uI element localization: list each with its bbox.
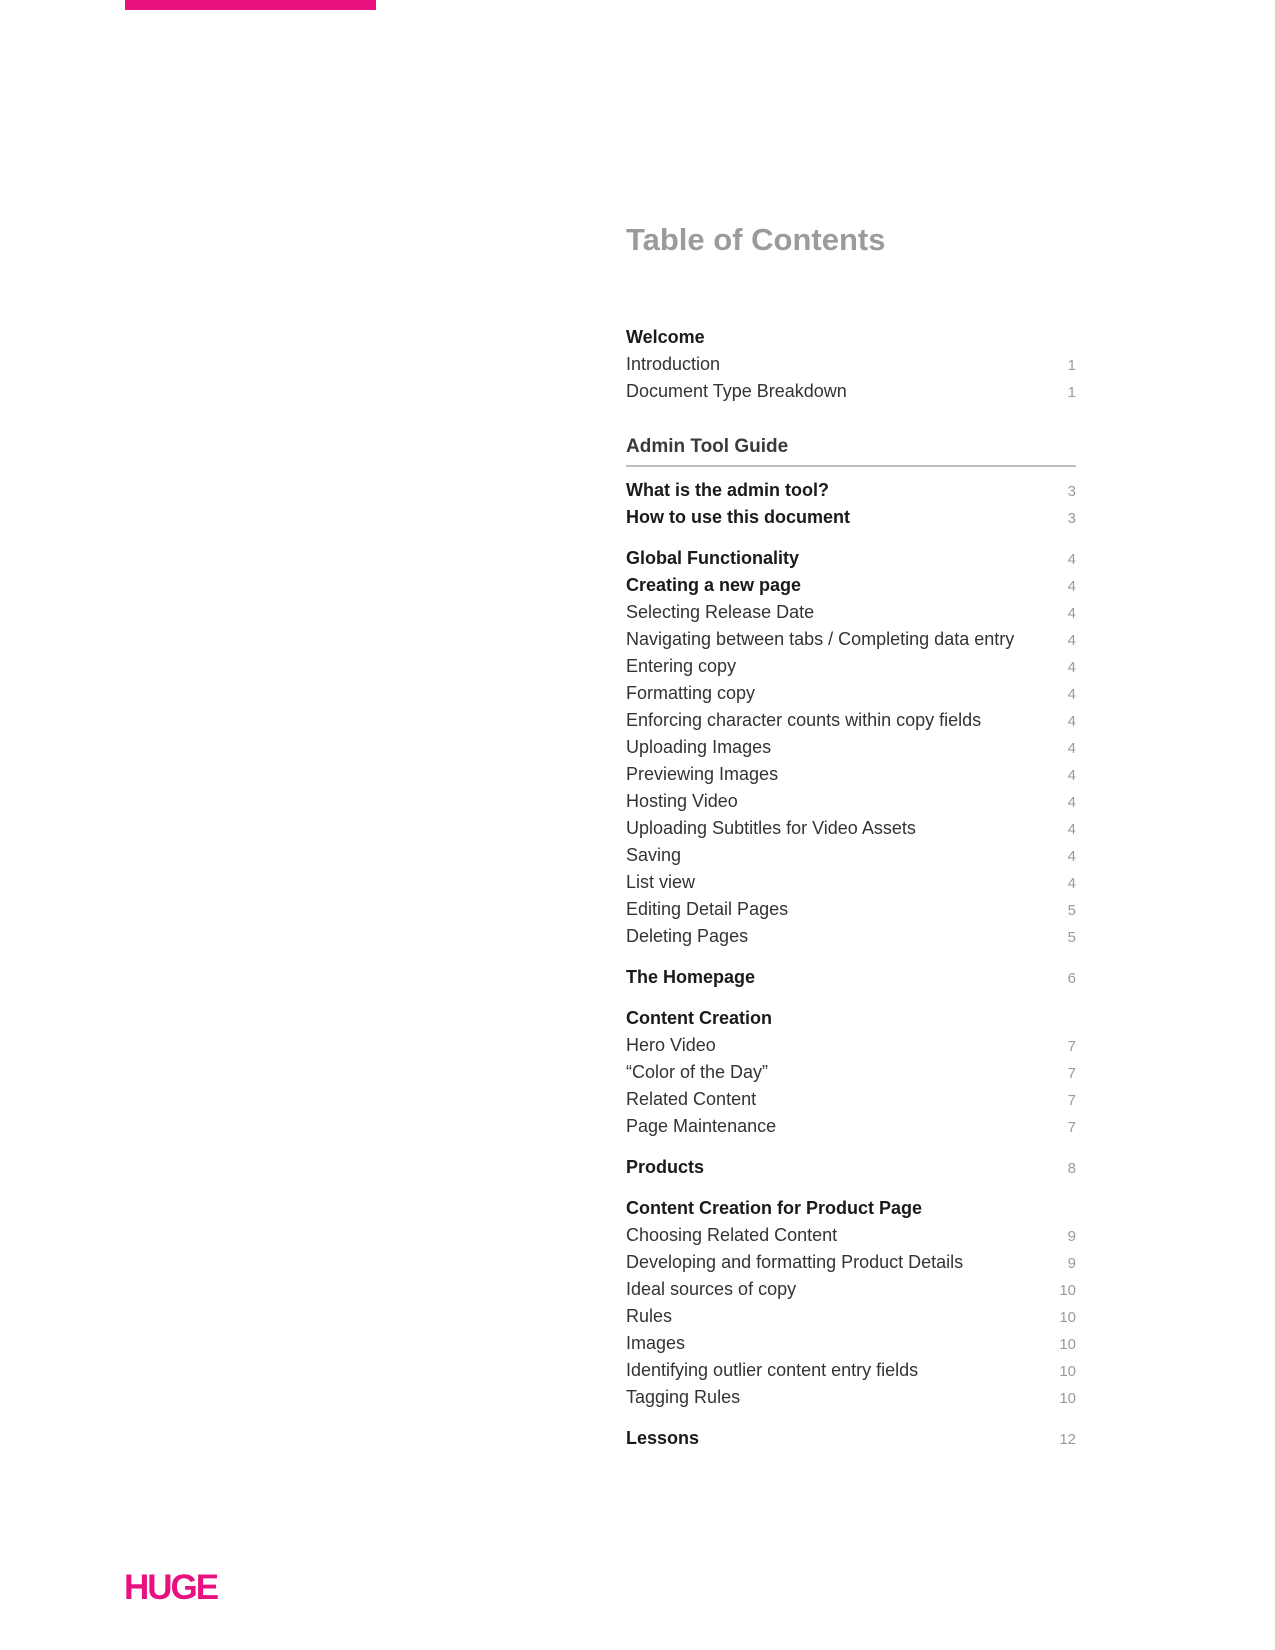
- toc-entry[interactable]: [626, 1303, 1076, 1330]
- toc-entry-page-number: 7: [1067, 1038, 1076, 1055]
- toc-entry[interactable]: [626, 1249, 1076, 1276]
- toc-welcome-group: [626, 324, 1076, 405]
- toc-entry-page-number: 1: [1067, 357, 1076, 374]
- toc-entry-label: List view: [626, 872, 696, 892]
- toc-entry[interactable]: [626, 1059, 1076, 1086]
- toc-entry[interactable]: [626, 734, 1076, 761]
- toc-entry[interactable]: [626, 869, 1076, 896]
- toc-entry[interactable]: [626, 1425, 1076, 1452]
- toc-group: [626, 1154, 1076, 1181]
- toc-entry[interactable]: [626, 1154, 1076, 1181]
- toc-entry[interactable]: [626, 1113, 1076, 1140]
- toc-entry-page-number: 4: [1067, 848, 1076, 865]
- toc-entry-page-number: 4: [1067, 686, 1076, 703]
- toc-entry[interactable]: [626, 1195, 1076, 1222]
- page-title: Table of Contents: [626, 222, 886, 257]
- toc-entry-label: Identifying outlier content entry fields: [626, 1360, 919, 1380]
- toc-entry-page-number: 4: [1067, 632, 1076, 649]
- toc-entry[interactable]: [626, 707, 1076, 734]
- toc-entry[interactable]: [626, 545, 1076, 572]
- toc-entry-page-number: 7: [1067, 1092, 1076, 1109]
- toc-entry[interactable]: [626, 842, 1076, 869]
- toc-entry-page-number: 5: [1067, 902, 1076, 919]
- toc-entry-page-number: 3: [1067, 510, 1076, 527]
- toc-entry-page-number: 4: [1067, 713, 1076, 730]
- toc-group: [626, 964, 1076, 991]
- toc-entry-page-number: 10: [1059, 1363, 1076, 1380]
- toc-entry[interactable]: [626, 477, 1076, 504]
- toc-entry[interactable]: [626, 1086, 1076, 1113]
- toc-entry-label: Page Maintenance: [626, 1116, 777, 1136]
- toc-entry[interactable]: [626, 653, 1076, 680]
- table-of-contents: [626, 220, 1076, 1452]
- toc-entry-page-number: 12: [1059, 1431, 1076, 1448]
- toc-entry[interactable]: [626, 896, 1076, 923]
- toc-group: [626, 1425, 1076, 1452]
- toc-entry-label: Choosing Related Content: [626, 1225, 838, 1245]
- toc-entry-label: Hosting Video: [626, 791, 738, 811]
- toc-entry-label: The Homepage: [626, 967, 756, 987]
- toc-entry-page-number: 3: [1067, 483, 1076, 500]
- toc-entry[interactable]: [626, 923, 1076, 950]
- toc-entry[interactable]: [626, 572, 1076, 599]
- toc-entry-label: How to use this document: [626, 507, 851, 527]
- toc-entry[interactable]: [626, 1005, 1076, 1032]
- toc-entry-page-number: 10: [1059, 1336, 1076, 1353]
- toc-entry-label: Hero Video: [626, 1035, 716, 1055]
- toc-entry-label: Selecting Release Date: [626, 602, 815, 622]
- toc-entry-page-number: 4: [1067, 578, 1076, 595]
- toc-entry-page-number: 4: [1067, 659, 1076, 676]
- toc-entry[interactable]: [626, 1222, 1076, 1249]
- toc-entry-page-number: 5: [1067, 929, 1076, 946]
- toc-groups: [626, 477, 1076, 1452]
- toc-entry-label: Uploading Images: [626, 737, 772, 757]
- toc-entry-label: Rules: [626, 1306, 673, 1326]
- section-heading-admin-tool-guide: Admin Tool Guide: [626, 431, 1076, 467]
- toc-entry-page-number: 6: [1067, 970, 1076, 987]
- toc-entry-page-number: 10: [1059, 1282, 1076, 1299]
- toc-entry-page-number: 10: [1059, 1390, 1076, 1407]
- toc-entry-label: “Color of the Day”: [626, 1062, 769, 1082]
- toc-entry-label: Ideal sources of copy: [626, 1279, 797, 1299]
- toc-entry[interactable]: [626, 761, 1076, 788]
- toc-entry-page-number: 7: [1067, 1119, 1076, 1136]
- toc-entry-label: Introduction: [626, 354, 721, 374]
- toc-entry-label: Lessons: [626, 1428, 700, 1448]
- toc-entry[interactable]: [626, 626, 1076, 653]
- toc-group: [626, 1005, 1076, 1140]
- toc-entry[interactable]: [626, 964, 1076, 991]
- toc-entry-page-number: 4: [1067, 605, 1076, 622]
- toc-entry[interactable]: [626, 351, 1076, 378]
- toc-entry-page-number: 4: [1067, 740, 1076, 757]
- toc-group: [626, 477, 1076, 531]
- toc-entry-page-number: 4: [1067, 794, 1076, 811]
- toc-entry-label: Content Creation for Product Page: [626, 1198, 923, 1218]
- toc-entry[interactable]: [626, 1032, 1076, 1059]
- toc-entry-page-number: 7: [1067, 1065, 1076, 1082]
- toc-entry[interactable]: [626, 1330, 1076, 1357]
- huge-logo: HUGE: [124, 1568, 218, 1607]
- toc-entry[interactable]: [626, 378, 1076, 405]
- toc-entry[interactable]: [626, 504, 1076, 531]
- toc-entry-label: Enforcing character counts within copy fields: [626, 710, 982, 730]
- toc-heading-welcome[interactable]: [626, 324, 1076, 351]
- toc-entry-label: Deleting Pages: [626, 926, 749, 946]
- toc-entry-label: Saving: [626, 845, 682, 865]
- toc-entry-label: Creating a new page: [626, 575, 802, 595]
- toc-entry[interactable]: [626, 680, 1076, 707]
- toc-entry-label: Images: [626, 1333, 686, 1353]
- toc-entry-page-number: 4: [1067, 551, 1076, 568]
- toc-entry-label: Welcome: [626, 327, 705, 347]
- toc-entry-label: Global Functionality: [626, 548, 800, 568]
- toc-entry-page-number: 4: [1067, 821, 1076, 838]
- toc-entry-label: What is the admin tool?: [626, 480, 829, 500]
- toc-entry[interactable]: [626, 1276, 1076, 1303]
- toc-entry-page-number: 8: [1067, 1160, 1076, 1177]
- toc-entry-label: Content Creation: [626, 1008, 772, 1028]
- toc-entry-label: Entering copy: [626, 656, 737, 676]
- brand-accent-bar: [125, 0, 376, 10]
- toc-entry-label: Products: [626, 1157, 705, 1177]
- toc-entry-label: Navigating between tabs / Completing data entry: [626, 629, 1015, 649]
- toc-entry-page-number: 10: [1059, 1309, 1076, 1326]
- toc-entry-page-number: 9: [1067, 1228, 1076, 1245]
- toc-entry-label: Editing Detail Pages: [626, 899, 789, 919]
- toc-entry-page-number: 1: [1067, 384, 1076, 401]
- toc-entry[interactable]: [626, 788, 1076, 815]
- toc-entry-label: Developing and formatting Product Details: [626, 1252, 964, 1272]
- toc-entry-page-number: 4: [1067, 767, 1076, 784]
- toc-entry-label: Related Content: [626, 1089, 757, 1109]
- toc-entry-label: Previewing Images: [626, 764, 779, 784]
- toc-group: [626, 1195, 1076, 1411]
- toc-entry-label: Document Type Breakdown: [626, 381, 847, 401]
- toc-entry-label: Tagging Rules: [626, 1387, 741, 1407]
- toc-entry[interactable]: [626, 599, 1076, 626]
- toc-entry[interactable]: [626, 1357, 1076, 1384]
- toc-entry-label: Formatting copy: [626, 683, 756, 703]
- toc-entry[interactable]: [626, 1384, 1076, 1411]
- toc-entry-label: Uploading Subtitles for Video Assets: [626, 818, 916, 838]
- toc-entry-page-number: 9: [1067, 1255, 1076, 1272]
- toc-group: [626, 545, 1076, 950]
- toc-entry[interactable]: [626, 815, 1076, 842]
- toc-entry-page-number: 4: [1067, 875, 1076, 892]
